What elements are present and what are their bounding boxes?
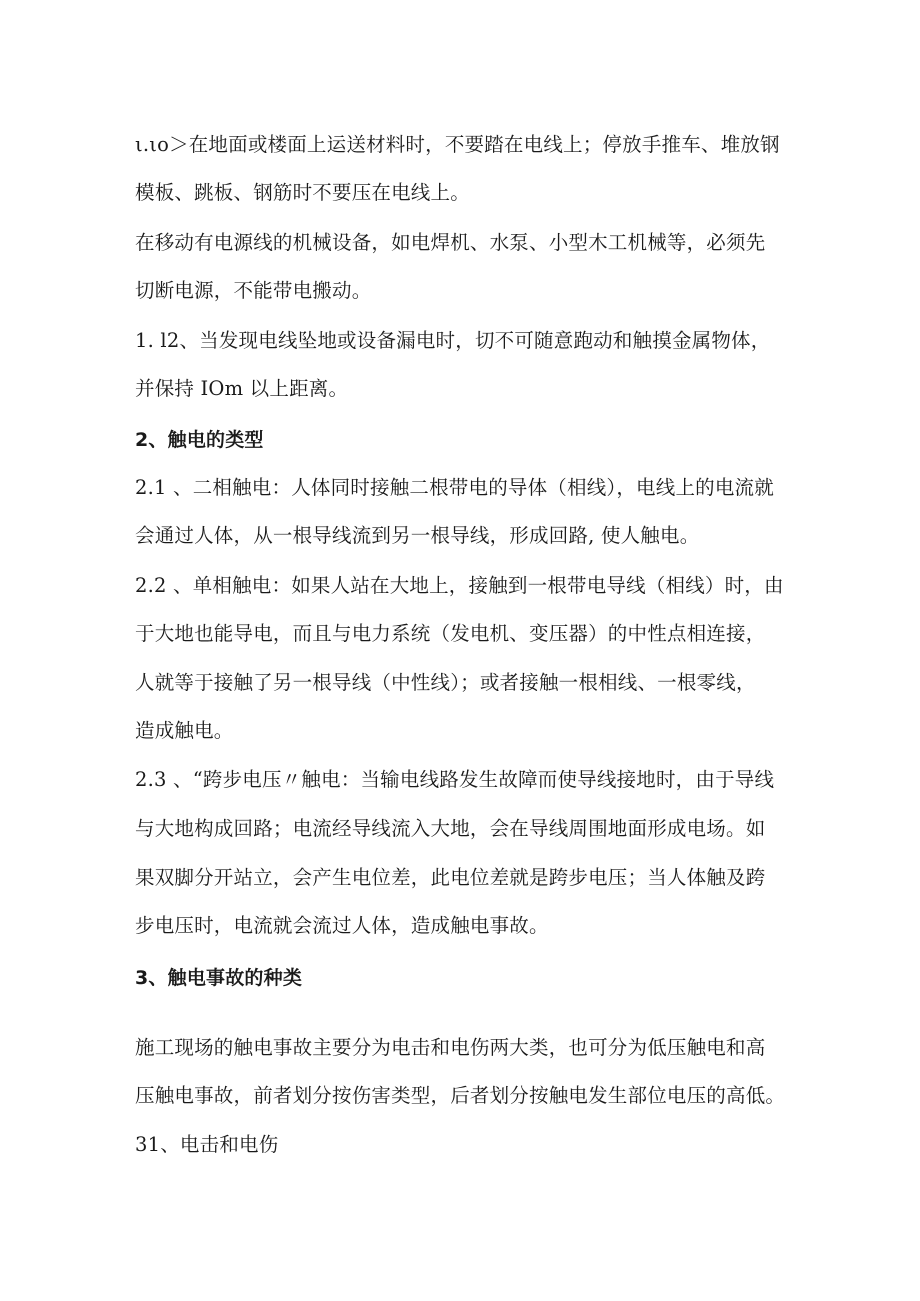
text-line: 在移动有电源线的机械设备，如电焊机、水泵、小型木工机械等，必须先 bbox=[135, 231, 766, 254]
text-line: 人就等于接触了另一根导线（中性线）；或者接触一根相线、一根零线， bbox=[135, 671, 756, 694]
text-line: 并保持 IOm 以上距离。 bbox=[135, 377, 349, 400]
text-line: 施工现场的触电事故主要分为电击和电伤两大类，也可分为低压触电和高 bbox=[135, 1036, 766, 1059]
section-heading: 3、触电事故的种类 bbox=[135, 967, 303, 989]
text-line: 压触电事故，前者划分按伤害类型，后者划分按触电发生部位电压的高低。 bbox=[135, 1084, 786, 1107]
text-line: 果双脚分开站立，会产生电位差，此电位差就是跨步电压；当人体触及跨 bbox=[135, 866, 766, 889]
text-line: 2.2 、单相触电：如果人站在大地上，接触到一根带电导线（相线）时，由 bbox=[135, 574, 784, 597]
text-line: 造成触电。 bbox=[135, 719, 234, 742]
text-line: 模板、跳板、钢筋时不要压在电线上。 bbox=[135, 181, 470, 204]
text-line: 2.1 、二相触电：人体同时接触二根带电的导体（相线），电线上的电流就 bbox=[135, 476, 774, 499]
section-heading: 2、触电的类型 bbox=[135, 429, 264, 451]
text-line: 1. l2、当发现电线坠地或设备漏电时，切不可随意跑动和触摸金属物体， bbox=[135, 329, 771, 352]
text-line: 切断电源，不能带电搬动。 bbox=[135, 279, 372, 302]
text-line: 与大地构成回路；电流经导线流入大地，会在导线周围地面形成电场。如 bbox=[135, 817, 766, 840]
text-line: 于大地也能导电，而且与电力系统（发电机、变压器）的中性点相连接， bbox=[135, 622, 766, 645]
text-line: 步电压时，电流就会流过人体，造成触电事故。 bbox=[135, 914, 549, 937]
text-line: 会通过人体，从一根导线流到另一根导线，形成回路, 使人触电。 bbox=[135, 524, 700, 547]
text-line: ι.ιo＞在地面或楼面上运送材料时，不要踏在电线上；停放手推车、堆放钢 bbox=[135, 133, 780, 156]
text-line: 2.3 、“跨步电压〃触电：当输电线路发生故障而使导线接地时，由于导线 bbox=[135, 768, 775, 791]
subsection-heading: 31、电击和电伤 bbox=[135, 1133, 279, 1156]
